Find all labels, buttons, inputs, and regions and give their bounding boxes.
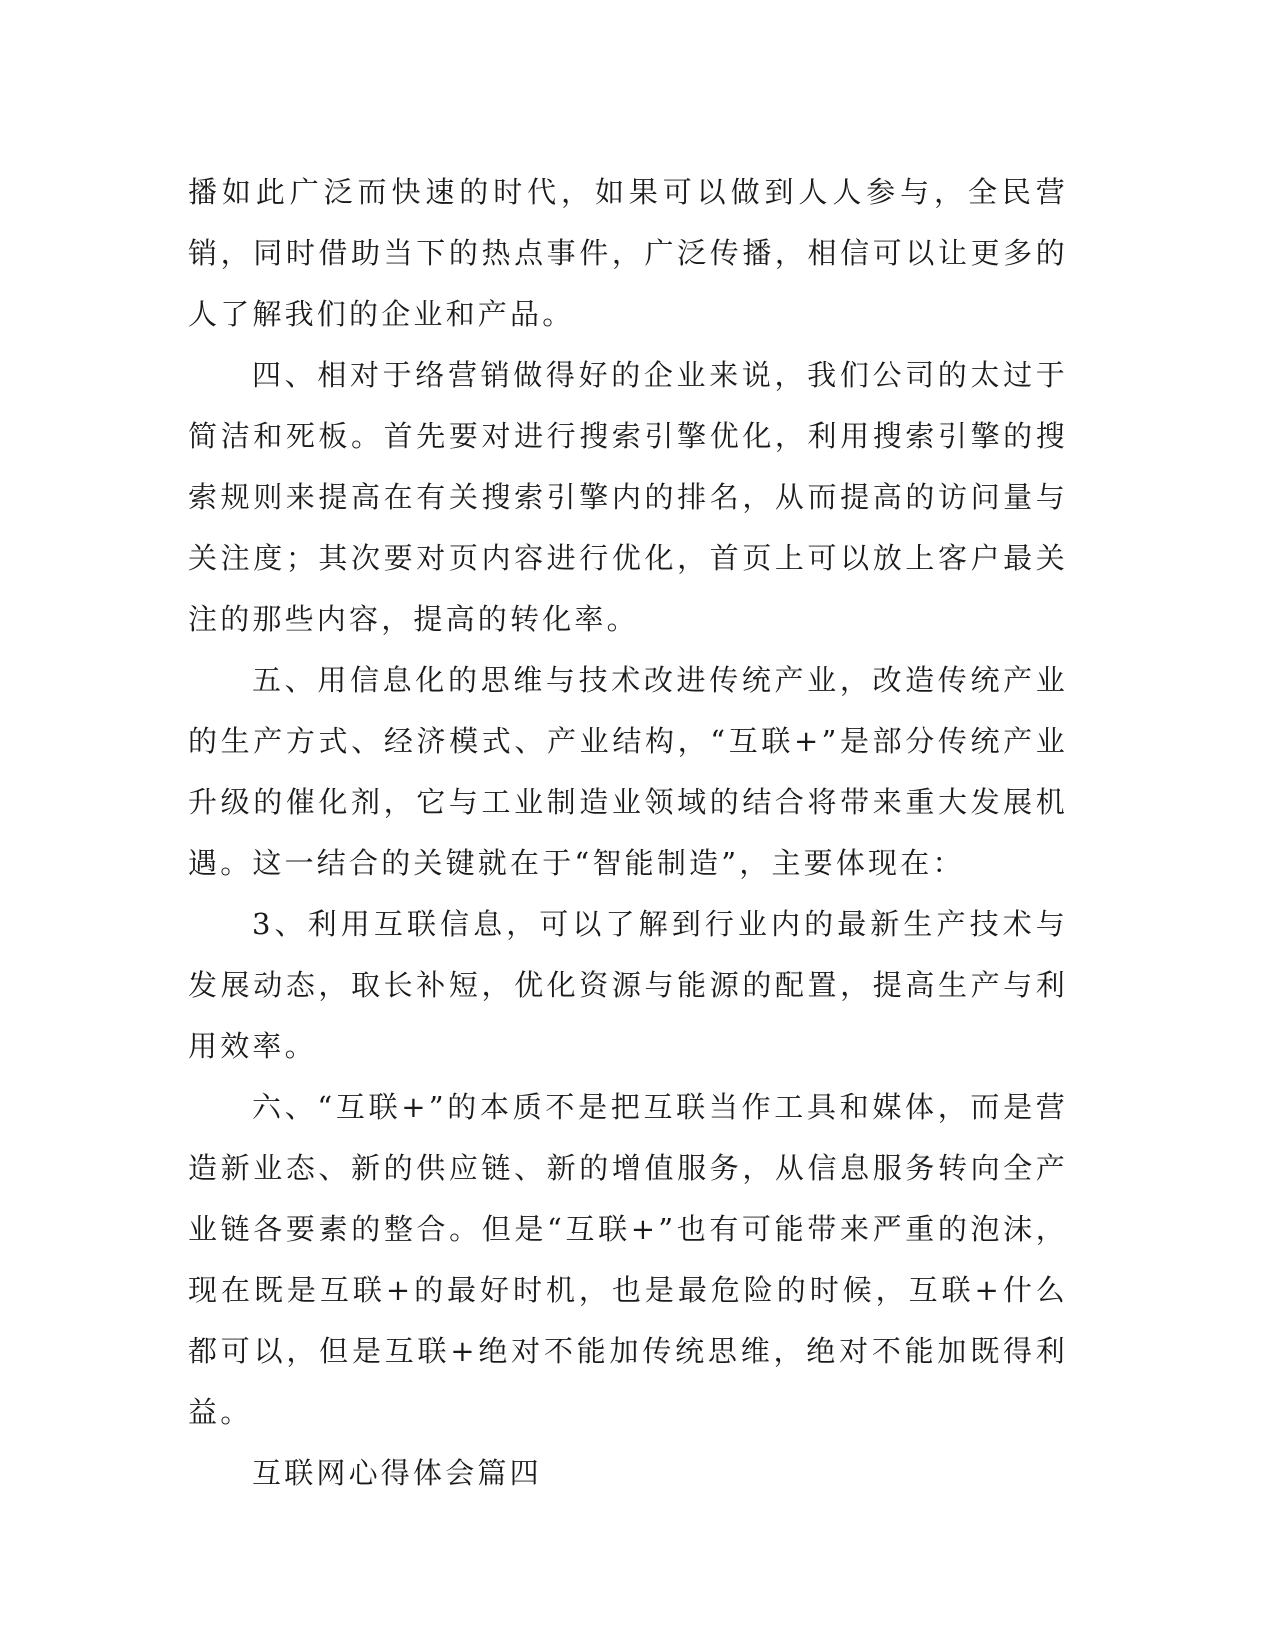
paragraph-point-five: 五、用信息化的思维与技术改进传统产业，改造传统产业的生产方式、经济模式、产业结构，“互联+”是部分传统产业升级的催化剂，它与工业制造业领域的结合将带来重大发展机遇。这一结合的关键就在于“智能制造”，主要体现在： [188, 663, 1068, 880]
paragraph-point-six: 六、“互联+”的本质不是把互联当作工具和媒体，而是营造新业态、新的供应链、新的增值服务，从信息服务转向全产业链各要素的整合。但是“互联+”也有可能带来严重的泡沫，现在既是互联+的最好时机，也是最危险的时候，互联+什么都可以，但是互联+绝对不能加传统思维，绝对不能加既得利益。 [188, 1090, 1068, 1429]
paragraph-item-three: 3、利用互联信息，可以了解到行业内的最新生产技术与发展动态，取长补短，优化资源与能源的配置，提高生产与利用效率。 [188, 907, 1068, 1063]
paragraph-continuation: 播如此广泛而快速的时代，如果可以做到人人参与，全民营销，同时借助当下的热点事件，广泛传播，相信可以让更多的人了解我们的企业和产品。 [188, 175, 1068, 331]
section-heading: 互联网心得体会篇四 [252, 1456, 542, 1490]
paragraph-point-four: 四、相对于络营销做得好的企业来说，我们公司的太过于简洁和死板。首先要对进行搜索引擎优化，利用搜索引擎的搜索规则来提高在有关搜索引擎内的排名，从而提高的访问量与关注度；其次要对页内容进行优化，首页上可以放上客户最关注的那些内容，提高的转化率。 [188, 358, 1068, 636]
document-body [188, 162, 1068, 1504]
